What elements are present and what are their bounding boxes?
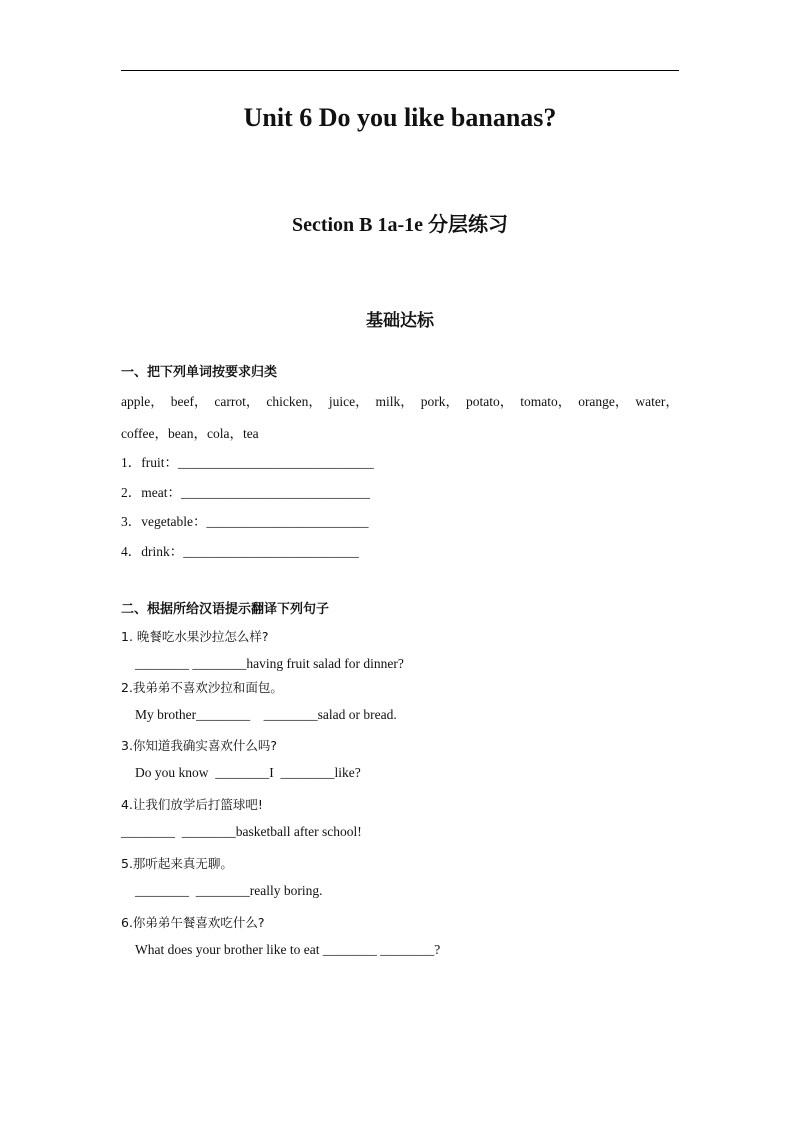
translation-answer-3: Do you know ________I ________like? bbox=[135, 765, 361, 780]
word: water， bbox=[635, 394, 679, 409]
translation-answer-1: ________ ________having fruit salad for dinner? bbox=[135, 656, 404, 671]
classify-item-vegetable: 3．vegetable：________________________ bbox=[121, 514, 369, 529]
part1-heading: 一、把下列单词按要求归类 bbox=[121, 365, 278, 380]
word: potato， bbox=[466, 394, 514, 409]
translation-answer-4: ________ ________basketball after school! bbox=[121, 824, 362, 839]
word: orange， bbox=[578, 394, 629, 409]
translation-prompt-2: 2.我弟弟不喜欢沙拉和面包。 bbox=[121, 680, 283, 695]
word: beef， bbox=[170, 394, 208, 409]
translation-prompt-3: 3.你知道我确实喜欢什么吗? bbox=[121, 738, 278, 753]
classify-item-meat: 2．meat：____________________________ bbox=[121, 485, 370, 500]
page-title: Unit 6 Do you like bananas? bbox=[243, 103, 557, 132]
translation-prompt-5: 5.那听起来真无聊。 bbox=[121, 856, 233, 871]
word: chicken， bbox=[266, 394, 322, 409]
translation-prompt-1: 1. 晚餐吃水果沙拉怎么样? bbox=[121, 629, 269, 644]
translation-answer-2: My brother________ ________salad or bread. bbox=[135, 707, 397, 722]
classify-item-drink: 4．drink：__________________________ bbox=[121, 544, 359, 559]
translation-answer-6: What does your brother like to eat ________ ________? bbox=[135, 942, 441, 957]
word-list-row-1 bbox=[121, 390, 679, 410]
word: pork， bbox=[420, 394, 460, 409]
word-list-row-2: coffee，bean，cola，tea bbox=[121, 426, 259, 441]
word: carrot， bbox=[214, 394, 260, 409]
translation-prompt-4: 4.让我们放学后打篮球吧! bbox=[121, 797, 263, 812]
header-rule bbox=[121, 70, 679, 71]
part2-heading: 二、根据所给汉语提示翻译下列句子 bbox=[121, 602, 330, 617]
translation-answer-5: ________ ________really boring. bbox=[135, 883, 323, 898]
word: tomato， bbox=[520, 394, 572, 409]
classify-item-fruit: 1．fruit：_____________________________ bbox=[121, 455, 374, 470]
translation-prompt-6: 6.你弟弟午餐喜欢吃什么? bbox=[121, 915, 265, 930]
level-heading: 基础达标 bbox=[366, 311, 434, 331]
section-subtitle: Section B 1a-1e 分层练习 bbox=[291, 214, 509, 236]
word: juice， bbox=[328, 394, 369, 409]
word: milk， bbox=[375, 394, 414, 409]
word: apple， bbox=[121, 394, 164, 409]
